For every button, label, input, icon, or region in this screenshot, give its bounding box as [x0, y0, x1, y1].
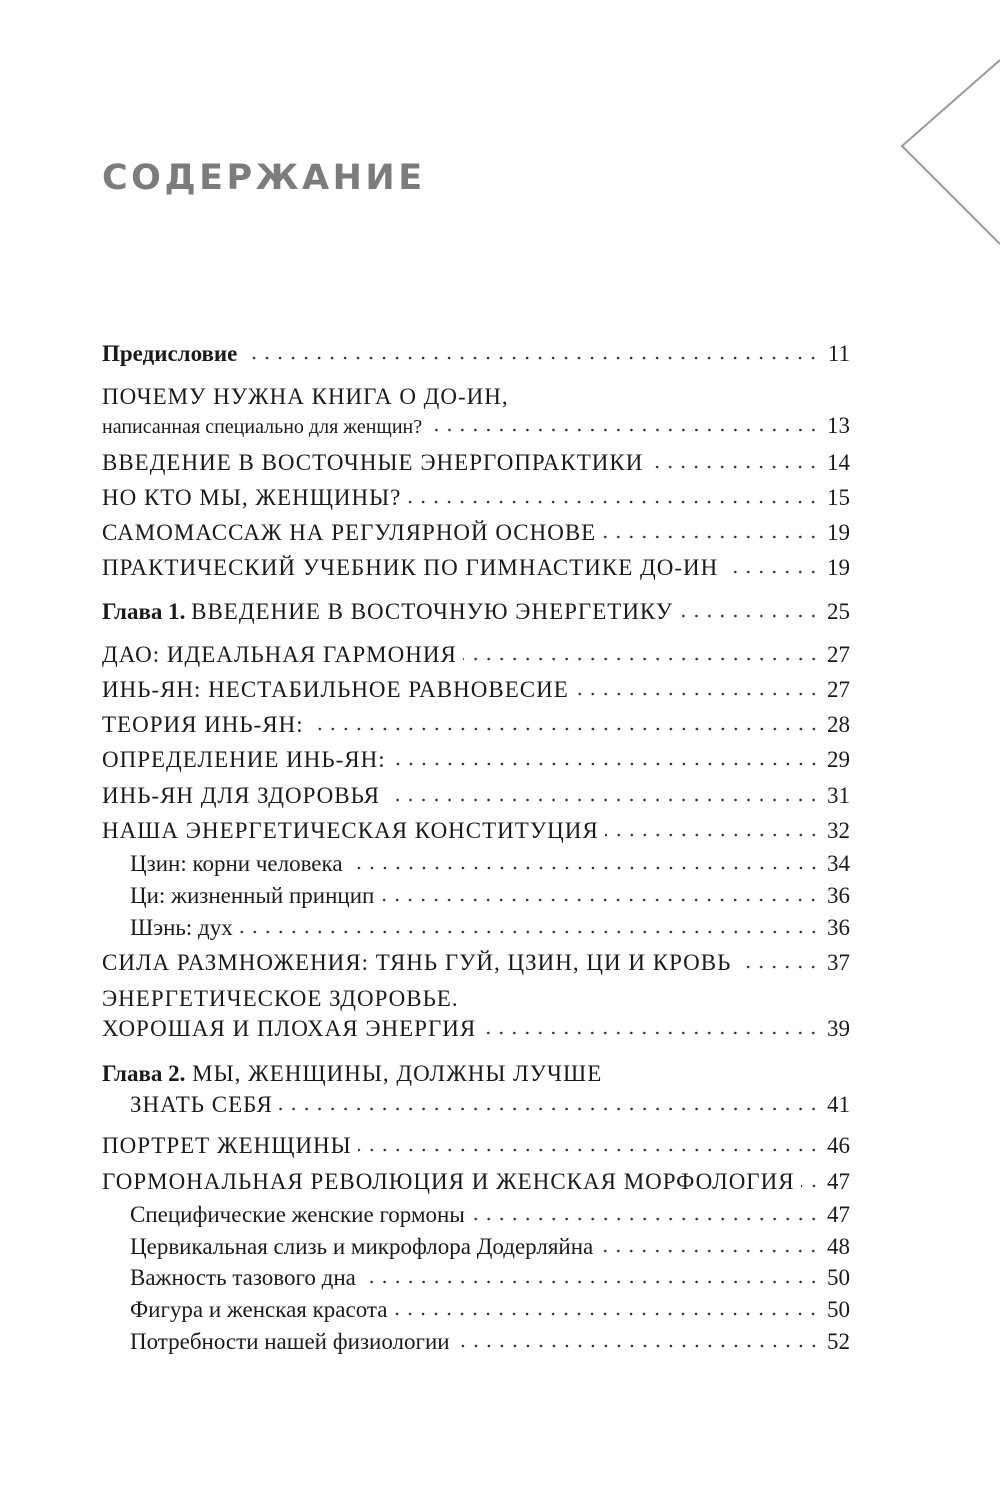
toc-entry [102, 1166, 850, 1198]
dot-leader [310, 711, 820, 734]
toc-subentry [130, 912, 850, 944]
toc-page-number: 19 [827, 555, 850, 580]
dot-leader [737, 949, 820, 972]
dot-leader [393, 1296, 820, 1319]
dot-leader [599, 1233, 820, 1256]
toc-entry-label: ЗНАТЬ СЕБЯ [130, 1092, 273, 1117]
dot-leader [724, 554, 820, 577]
dot-leader [349, 850, 820, 873]
toc-entry-label: Потребности нашей физиологии [130, 1329, 450, 1354]
toc-page-number: 28 [827, 712, 850, 737]
toc-page-number: 27 [827, 677, 850, 702]
toc-entry [102, 674, 850, 706]
dot-leader [243, 340, 820, 363]
toc-entry-line1: ЭНЕРГЕТИЧЕСКОЕ ЗДОРОВЬЕ. [102, 986, 459, 1011]
toc-subentry [130, 1326, 850, 1358]
toc-entry [102, 410, 850, 442]
toc-entry-label: ПОРТРЕТ ЖЕНЩИНЫ [102, 1133, 352, 1158]
toc-page-number: 47 [827, 1202, 850, 1227]
toc-page-number: 50 [827, 1265, 850, 1290]
toc-entry-label: НО КТО МЫ, ЖЕНЩИНЫ? [102, 485, 402, 510]
toc-page-number: 47 [827, 1169, 850, 1194]
chapter-prefix: Глава 2. [102, 1061, 186, 1086]
dot-leader [358, 1132, 820, 1155]
toc-entry [102, 1130, 850, 1162]
toc-entry-label: ИНЬ-ЯН ДЛЯ ЗДОРОВЬЯ [102, 783, 380, 808]
toc-page-number: 50 [827, 1297, 850, 1322]
toc-page-number: 13 [827, 413, 850, 438]
toc-entry-label: Важность тазового дна [130, 1265, 356, 1290]
dot-leader [602, 519, 820, 542]
toc-page-number: 37 [827, 950, 850, 975]
dot-leader [801, 1168, 820, 1191]
toc-entry-label: Предисловие [102, 341, 238, 366]
toc-page-number: 31 [827, 783, 850, 808]
toc-page-number: 52 [827, 1329, 850, 1354]
dot-leader [279, 1091, 820, 1114]
toc-subentry [130, 1231, 850, 1263]
toc-page-number: 32 [827, 818, 850, 843]
toc-entry [102, 1013, 850, 1045]
toc-entry-label: ТЕОРИЯ ИНЬ-ЯН: [102, 712, 304, 737]
toc-entry-preface [102, 338, 850, 370]
toc-entry-label: Специфические женские гормоны [130, 1202, 465, 1227]
dot-leader [407, 484, 820, 507]
toc-entry [102, 744, 850, 776]
dot-leader [482, 1015, 820, 1038]
toc-entry [102, 552, 850, 584]
toc-entry [102, 815, 850, 847]
toc-entry [102, 482, 850, 514]
toc-entry-line1: МЫ, ЖЕНЩИНЫ, ДОЛЖНЫ ЛУЧШЕ [192, 1061, 603, 1086]
toc-subentry [130, 880, 850, 912]
toc-page-number: 46 [827, 1133, 850, 1158]
toc-entry-label: ВВЕДЕНИЕ В ВОСТОЧНУЮ ЭНЕРГЕТИКУ [191, 599, 674, 624]
toc-entry-label: ХОРОШАЯ И ПЛОХАЯ ЭНЕРГИЯ [102, 1016, 477, 1041]
toc-chapter-1 [102, 596, 850, 628]
dot-leader [649, 449, 820, 472]
dot-leader [380, 882, 820, 905]
dot-leader [679, 598, 820, 621]
dot-leader [471, 1201, 820, 1224]
toc-subentry [130, 1294, 850, 1326]
toc-page-number: 11 [827, 341, 850, 366]
toc-entry-label: ГОРМОНАЛЬНАЯ РЕВОЛЮЦИЯ И ЖЕНСКАЯ МОРФОЛОГИЯ [102, 1169, 795, 1194]
toc-entry [102, 709, 850, 741]
toc-subentry [130, 1262, 850, 1294]
toc-entry-line1: ПОЧЕМУ НУЖНА КНИГА О ДО-ИН, [102, 384, 509, 409]
toc-page-number: 27 [827, 642, 850, 667]
toc-entry-label: ОПРЕДЕЛЕНИЕ ИНЬ-ЯН: [102, 747, 386, 772]
toc-page-number: 14 [827, 450, 850, 475]
toc-chapter-2-line1 [102, 1058, 602, 1090]
toc-page-number: 39 [827, 1016, 850, 1041]
toc-entry [102, 947, 850, 979]
page-title: СОДЕРЖАНИЕ [102, 158, 426, 198]
dot-leader [575, 676, 820, 699]
toc-page-number: 36 [827, 915, 850, 940]
toc-entry [102, 780, 850, 812]
toc-page-number: 48 [827, 1234, 850, 1259]
toc-entry-label: ИНЬ-ЯН: НЕСТАБИЛЬНОЕ РАВНОВЕСИЕ [102, 677, 569, 702]
dot-leader [239, 914, 820, 937]
toc-entry-label: Шэнь: дух [130, 915, 233, 940]
toc-entry [102, 517, 850, 549]
dot-leader [428, 412, 820, 435]
toc-entry-label: написанная специально для женщин? [102, 416, 423, 438]
toc-entry-label: САМОМАССАЖ НА РЕГУЛЯРНОЙ ОСНОВЕ [102, 520, 597, 545]
toc-page-number: 25 [827, 599, 850, 624]
toc-entry [102, 639, 850, 671]
toc-entry-label: ДАО: ИДЕАЛЬНАЯ ГАРМОНИЯ [102, 642, 457, 667]
dot-leader [605, 817, 820, 840]
toc-entry-label: ВВЕДЕНИЕ В ВОСТОЧНЫЕ ЭНЕРГОПРАКТИКИ [102, 450, 644, 475]
dot-leader [362, 1264, 820, 1287]
toc-page-number: 41 [827, 1092, 850, 1117]
toc-page-number: 15 [827, 485, 850, 510]
toc-entry-label: СИЛА РАЗМНОЖЕНИЯ: ТЯНЬ ГУЙ, ЦЗИН, ЦИ И КРОВЬ [102, 950, 732, 975]
toc-entry-label: Цервикальная слизь и микрофлора Додерляйна [130, 1234, 594, 1259]
toc-page-number: 36 [827, 883, 850, 908]
chapter-prefix: Глава 1. [102, 599, 186, 624]
toc-entry-label: Фигура и женская красота [130, 1297, 388, 1322]
toc-page-number: 34 [827, 851, 850, 876]
toc-subentry [130, 1199, 850, 1231]
toc-chapter-2 [130, 1089, 850, 1121]
corner-decoration [0, 0, 1000, 260]
toc-entry-label: Ци: жизненный принцип [130, 883, 375, 908]
toc-entry [102, 447, 850, 479]
toc-page-number: 19 [827, 520, 850, 545]
toc-subentry [130, 848, 850, 880]
dot-leader [386, 782, 820, 805]
dot-leader [392, 746, 820, 769]
toc-entry-label: НАША ЭНЕРГЕТИЧЕСКАЯ КОНСТИТУЦИЯ [102, 818, 599, 843]
dot-leader [463, 641, 820, 664]
toc-entry-label: Цзин: корни человека [130, 851, 343, 876]
dot-leader [456, 1328, 820, 1351]
toc-page-number: 29 [827, 747, 850, 772]
toc-entry-label: ПРАКТИЧЕСКИЙ УЧЕБНИК ПО ГИМНАСТИКЕ ДО-ИН [102, 555, 719, 580]
